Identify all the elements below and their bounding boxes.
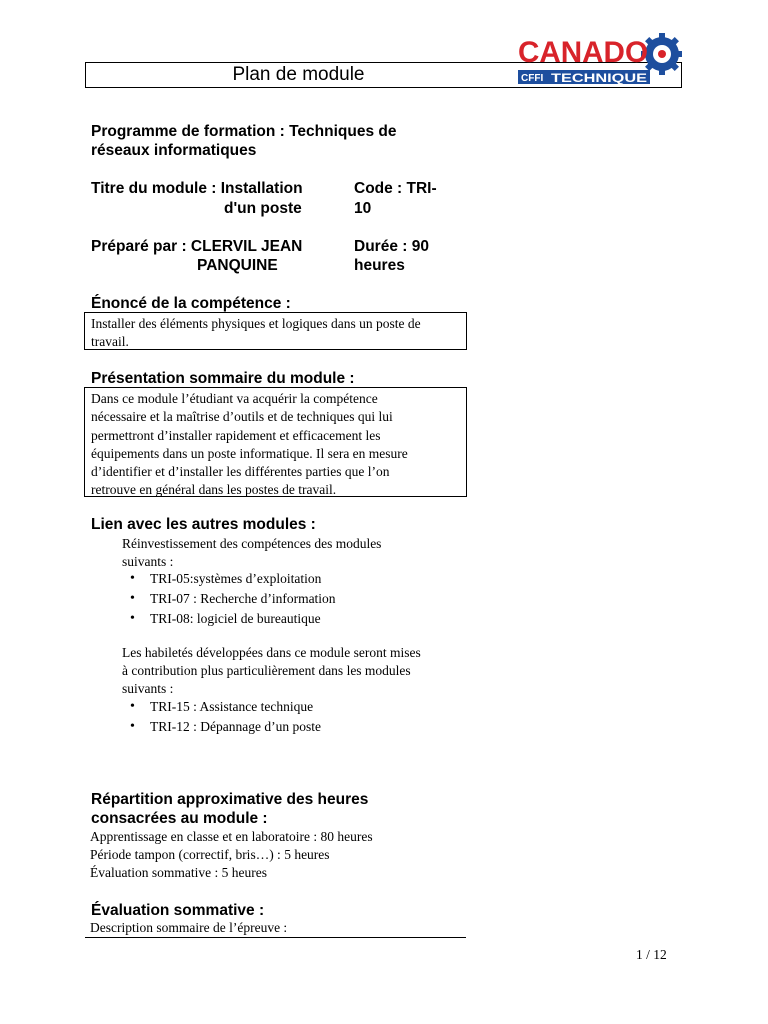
evaluation-line1: Description sommaire de l’épreuve : <box>90 920 288 935</box>
hours-line: Apprentissage en classe et en laboratoire : 80 heures <box>90 829 373 844</box>
module-code-line1: Code : TRI- <box>354 180 437 197</box>
presentation-heading: Présentation sommaire du module : <box>91 370 355 387</box>
list-item: • TRI-15 : Assistance technique <box>122 697 321 717</box>
presentation-line: nécessaire et la maîtrise d’outils et de techniques qui lui <box>91 409 393 425</box>
links-intro1-line1: Réinvestissement des compétences des modules <box>122 536 382 551</box>
competence-box <box>84 312 467 350</box>
program-heading <box>91 122 396 160</box>
hours-heading <box>91 790 368 828</box>
links-intro2 <box>122 644 421 698</box>
hours-heading-line2: consacrées au module : <box>91 810 268 827</box>
competence-line1: Installer des éléments physiques et logiques dans un poste de <box>91 316 421 331</box>
presentation-line: permettront d’installer rapidement et efficacement les <box>91 427 381 443</box>
links-intro1-line2: suivants : <box>122 554 174 569</box>
list-item: • TRI-12 : Dépannage d’un poste <box>122 717 321 737</box>
hours-list <box>90 828 373 882</box>
presentation-box <box>84 387 467 497</box>
list-item: • TRI-08: logiciel de bureautique <box>122 609 336 629</box>
hours-heading-line1: Répartition approximative des heures <box>91 791 369 808</box>
hours-line: Période tampon (correctif, bris…) : 5 heures <box>90 847 330 862</box>
list-item: • TRI-07 : Recherche d’information <box>122 589 336 609</box>
program-line1: Programme de formation : Techniques de <box>91 123 397 140</box>
module-title-line1: Titre du module : Installation <box>91 180 303 197</box>
svg-text:CANADO: CANADO <box>518 36 648 69</box>
hours-line: Évaluation sommative : 5 heures <box>90 865 267 880</box>
next-modules-list <box>122 697 321 737</box>
competence-heading: Énoncé de la compétence : <box>91 295 291 312</box>
list-item: • TRI-05:systèmes d’exploitation <box>122 569 336 589</box>
program-line2: réseaux informatiques <box>91 142 257 159</box>
page-title: Plan de module <box>232 64 365 85</box>
links-intro1 <box>122 535 381 571</box>
duration-line2: heures <box>354 257 405 274</box>
module-title-line2: d'un poste <box>224 200 302 217</box>
page-number: 1 / 12 <box>636 947 667 962</box>
svg-text:CFFI: CFFI <box>521 73 544 84</box>
presentation-line: retrouve en général dans les postes de travail. <box>91 482 337 498</box>
presentation-line: équipements dans un poste informatique. Il sera en mesure <box>91 445 408 461</box>
svg-text:TECHNIQUE: TECHNIQUE <box>551 71 647 85</box>
competence-line2: travail. <box>91 334 129 350</box>
links-intro2-line2: à contribution plus particulièrement dans les modules <box>122 663 411 678</box>
prepared-line2: PANQUINE <box>197 257 278 274</box>
prev-modules-list <box>122 569 336 629</box>
presentation-line: Dans ce module l’étudiant va acquérir la compétence <box>91 391 378 406</box>
links-intro2-line3: suivants : <box>122 681 174 696</box>
section-divider <box>85 937 466 938</box>
module-code-line2: 10 <box>354 200 372 217</box>
prepared-line1: Préparé par : CLERVIL JEAN <box>91 238 303 255</box>
links-intro2-line1: Les habiletés développées dans ce module seront mises <box>122 645 421 660</box>
canado-logo <box>516 32 682 88</box>
presentation-line: d’identifier et d’installer les différentes parties que l’on <box>91 464 390 480</box>
evaluation-heading: Évaluation sommative : <box>91 902 265 919</box>
links-heading: Lien avec les autres modules : <box>91 516 316 533</box>
duration-line1: Durée : 90 <box>354 238 429 255</box>
